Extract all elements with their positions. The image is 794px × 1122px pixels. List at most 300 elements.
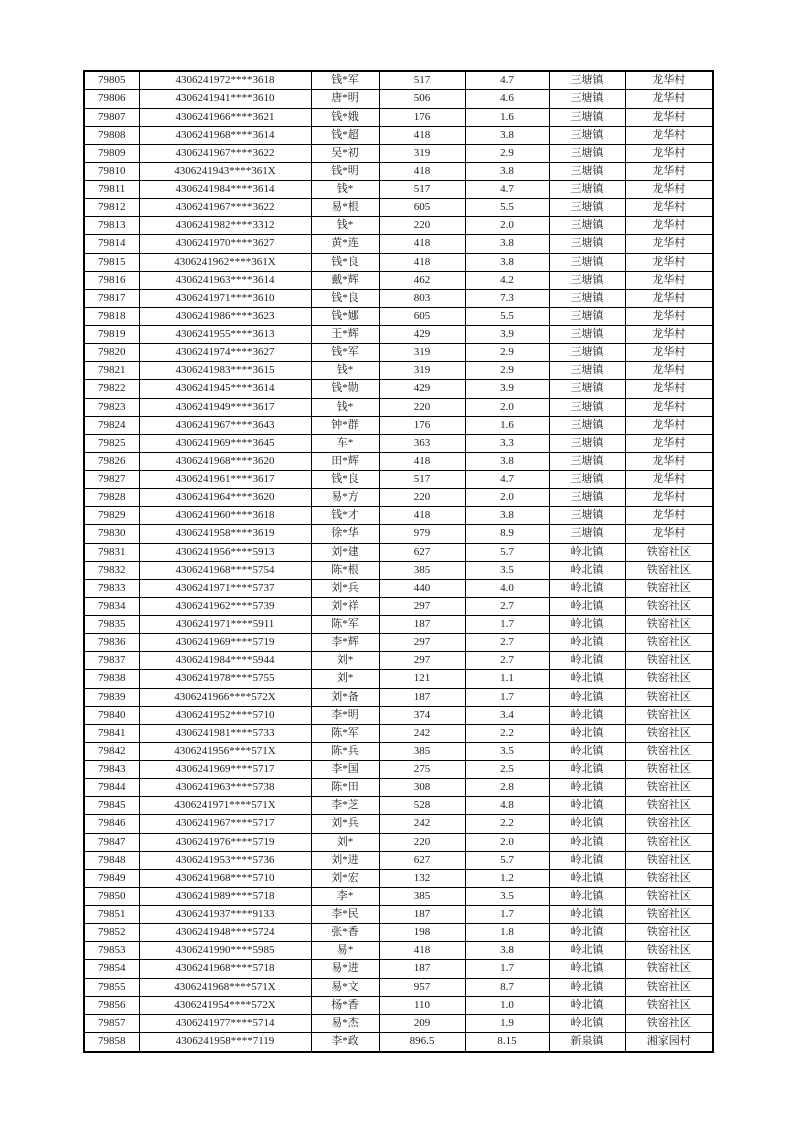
cell-village: 龙华村 <box>625 471 713 489</box>
cell-amount: 220 <box>379 833 465 851</box>
cell-amount: 605 <box>379 307 465 325</box>
cell-town: 三塘镇 <box>549 362 625 380</box>
cell-rate: 5.7 <box>465 851 549 869</box>
cell-village: 铁窑社区 <box>625 869 713 887</box>
cell-village: 龙华村 <box>625 199 713 217</box>
cell-amount: 187 <box>379 960 465 978</box>
cell-town: 三塘镇 <box>549 235 625 253</box>
cell-village: 龙华村 <box>625 307 713 325</box>
cell-id-number: 4306241945****3614 <box>139 380 311 398</box>
cell-amount: 187 <box>379 688 465 706</box>
cell-amount: 319 <box>379 362 465 380</box>
cell-rate: 3.8 <box>465 162 549 180</box>
cell-name: 钱*勋 <box>311 380 379 398</box>
table-row <box>84 761 713 779</box>
table-row <box>84 71 713 90</box>
cell-name: 钱* <box>311 398 379 416</box>
cell-village: 龙华村 <box>625 416 713 434</box>
cell-town: 岭北镇 <box>549 779 625 797</box>
cell-village: 龙华村 <box>625 380 713 398</box>
cell-amount: 308 <box>379 779 465 797</box>
cell-name: 戴*辉 <box>311 271 379 289</box>
cell-id-number: 4306241986****3623 <box>139 307 311 325</box>
cell-village: 铁窑社区 <box>625 742 713 760</box>
cell-seq: 79829 <box>84 507 139 525</box>
cell-rate: 4.7 <box>465 71 549 90</box>
cell-village: 铁窑社区 <box>625 851 713 869</box>
cell-village: 龙华村 <box>625 344 713 362</box>
cell-town: 岭北镇 <box>549 887 625 905</box>
cell-amount: 418 <box>379 452 465 470</box>
table-row <box>84 362 713 380</box>
cell-amount: 517 <box>379 471 465 489</box>
cell-name: 王*辉 <box>311 326 379 344</box>
table-row <box>84 597 713 615</box>
table-row <box>84 706 713 724</box>
cell-id-number: 4306241949****3617 <box>139 398 311 416</box>
cell-town: 三塘镇 <box>549 199 625 217</box>
cell-id-number: 4306241971****571X <box>139 797 311 815</box>
cell-name: 李*芝 <box>311 797 379 815</box>
cell-town: 岭北镇 <box>549 906 625 924</box>
cell-village: 铁窑社区 <box>625 761 713 779</box>
cell-seq: 79806 <box>84 90 139 108</box>
cell-village: 龙华村 <box>625 271 713 289</box>
cell-id-number: 4306241968****571X <box>139 978 311 996</box>
cell-name: 易*文 <box>311 978 379 996</box>
cell-village: 铁窑社区 <box>625 543 713 561</box>
cell-town: 三塘镇 <box>549 253 625 271</box>
cell-amount: 176 <box>379 108 465 126</box>
cell-seq: 79855 <box>84 978 139 996</box>
cell-town: 三塘镇 <box>549 126 625 144</box>
cell-village: 铁窑社区 <box>625 616 713 634</box>
cell-amount: 418 <box>379 162 465 180</box>
cell-amount: 220 <box>379 398 465 416</box>
cell-village: 龙华村 <box>625 326 713 344</box>
cell-town: 三塘镇 <box>549 108 625 126</box>
cell-name: 刘*进 <box>311 851 379 869</box>
cell-id-number: 4306241958****3619 <box>139 525 311 543</box>
cell-rate: 1.7 <box>465 960 549 978</box>
cell-village: 铁窑社区 <box>625 996 713 1014</box>
cell-amount: 517 <box>379 71 465 90</box>
cell-seq: 79815 <box>84 253 139 271</box>
cell-name: 钱*良 <box>311 289 379 307</box>
cell-name: 李* <box>311 887 379 905</box>
cell-rate: 4.6 <box>465 90 549 108</box>
cell-amount: 110 <box>379 996 465 1014</box>
cell-id-number: 4306241982****3312 <box>139 217 311 235</box>
cell-town: 岭北镇 <box>549 851 625 869</box>
table-row <box>84 543 713 561</box>
cell-amount: 896.5 <box>379 1032 465 1052</box>
cell-rate: 2.0 <box>465 398 549 416</box>
cell-town: 岭北镇 <box>549 797 625 815</box>
cell-village: 龙华村 <box>625 162 713 180</box>
cell-id-number: 4306241966****572X <box>139 688 311 706</box>
table-row <box>84 978 713 996</box>
cell-rate: 5.5 <box>465 199 549 217</box>
cell-name: 陈*军 <box>311 724 379 742</box>
table-row <box>84 634 713 652</box>
table-row <box>84 471 713 489</box>
cell-village: 龙华村 <box>625 217 713 235</box>
cell-rate: 3.3 <box>465 434 549 452</box>
cell-village: 龙华村 <box>625 144 713 162</box>
cell-amount: 363 <box>379 434 465 452</box>
cell-name: 刘* <box>311 833 379 851</box>
cell-seq: 79835 <box>84 616 139 634</box>
cell-name: 李*政 <box>311 1032 379 1052</box>
table-row <box>84 90 713 108</box>
cell-rate: 2.2 <box>465 724 549 742</box>
cell-amount: 440 <box>379 579 465 597</box>
cell-rate: 3.8 <box>465 235 549 253</box>
table-row <box>84 833 713 851</box>
cell-rate: 3.8 <box>465 253 549 271</box>
cell-rate: 2.7 <box>465 634 549 652</box>
cell-name: 刘*备 <box>311 688 379 706</box>
cell-town: 三塘镇 <box>549 181 625 199</box>
cell-name: 陈*军 <box>311 616 379 634</box>
cell-rate: 1.0 <box>465 996 549 1014</box>
cell-seq: 79821 <box>84 362 139 380</box>
cell-amount: 187 <box>379 906 465 924</box>
cell-name: 刘*建 <box>311 543 379 561</box>
cell-seq: 79840 <box>84 706 139 724</box>
table-row <box>84 217 713 235</box>
cell-id-number: 4306241971****3610 <box>139 289 311 307</box>
cell-id-number: 4306241954****572X <box>139 996 311 1014</box>
cell-seq: 79838 <box>84 670 139 688</box>
cell-amount: 220 <box>379 217 465 235</box>
cell-id-number: 4306241983****3615 <box>139 362 311 380</box>
cell-village: 龙华村 <box>625 434 713 452</box>
cell-village: 龙华村 <box>625 71 713 90</box>
table-row <box>84 579 713 597</box>
cell-amount: 242 <box>379 724 465 742</box>
cell-rate: 7.3 <box>465 289 549 307</box>
cell-seq: 79824 <box>84 416 139 434</box>
cell-town: 岭北镇 <box>549 561 625 579</box>
cell-seq: 79849 <box>84 869 139 887</box>
cell-name: 钱*良 <box>311 253 379 271</box>
cell-id-number: 4306241962****361X <box>139 253 311 271</box>
table-row <box>84 344 713 362</box>
cell-name: 钱*良 <box>311 471 379 489</box>
cell-seq: 79818 <box>84 307 139 325</box>
cell-seq: 79816 <box>84 271 139 289</box>
cell-rate: 4.0 <box>465 579 549 597</box>
cell-amount: 198 <box>379 924 465 942</box>
cell-rate: 2.2 <box>465 815 549 833</box>
cell-seq: 79827 <box>84 471 139 489</box>
cell-seq: 79831 <box>84 543 139 561</box>
cell-seq: 79826 <box>84 452 139 470</box>
cell-village: 铁窑社区 <box>625 833 713 851</box>
cell-town: 岭北镇 <box>549 761 625 779</box>
cell-id-number: 4306241961****3617 <box>139 471 311 489</box>
cell-amount: 176 <box>379 416 465 434</box>
table-row <box>84 779 713 797</box>
cell-town: 三塘镇 <box>549 217 625 235</box>
cell-amount: 803 <box>379 289 465 307</box>
cell-name: 刘* <box>311 652 379 670</box>
cell-seq: 79822 <box>84 380 139 398</box>
cell-seq: 79843 <box>84 761 139 779</box>
table-row <box>84 724 713 742</box>
cell-name: 钱* <box>311 362 379 380</box>
cell-amount: 297 <box>379 597 465 615</box>
cell-town: 三塘镇 <box>549 271 625 289</box>
cell-village: 龙华村 <box>625 507 713 525</box>
table-row <box>84 561 713 579</box>
cell-id-number: 4306241971****5911 <box>139 616 311 634</box>
cell-id-number: 4306241968****3620 <box>139 452 311 470</box>
cell-village: 铁窑社区 <box>625 906 713 924</box>
cell-seq: 79842 <box>84 742 139 760</box>
cell-name: 钱*才 <box>311 507 379 525</box>
cell-id-number: 4306241966****3621 <box>139 108 311 126</box>
table-row <box>84 380 713 398</box>
cell-rate: 1.1 <box>465 670 549 688</box>
table-row <box>84 887 713 905</box>
cell-amount: 957 <box>379 978 465 996</box>
cell-amount: 462 <box>379 271 465 289</box>
cell-id-number: 4306241968****3614 <box>139 126 311 144</box>
cell-rate: 1.8 <box>465 924 549 942</box>
cell-seq: 79814 <box>84 235 139 253</box>
cell-town: 三塘镇 <box>549 380 625 398</box>
cell-town: 岭北镇 <box>549 996 625 1014</box>
cell-rate: 4.8 <box>465 797 549 815</box>
cell-id-number: 4306241970****3627 <box>139 235 311 253</box>
cell-rate: 3.8 <box>465 507 549 525</box>
table-row <box>84 670 713 688</box>
cell-amount: 506 <box>379 90 465 108</box>
cell-id-number: 4306241969****5717 <box>139 761 311 779</box>
cell-id-number: 4306241972****3618 <box>139 71 311 90</box>
table-row <box>84 815 713 833</box>
cell-town: 三塘镇 <box>549 489 625 507</box>
table-row <box>84 253 713 271</box>
cell-village: 龙华村 <box>625 126 713 144</box>
cell-seq: 79809 <box>84 144 139 162</box>
cell-town: 三塘镇 <box>549 452 625 470</box>
cell-seq: 79847 <box>84 833 139 851</box>
cell-village: 湘家园村 <box>625 1032 713 1052</box>
cell-amount: 385 <box>379 742 465 760</box>
cell-rate: 2.7 <box>465 652 549 670</box>
cell-id-number: 4306241990****5985 <box>139 942 311 960</box>
cell-name: 陈*田 <box>311 779 379 797</box>
cell-town: 三塘镇 <box>549 162 625 180</box>
table-row <box>84 181 713 199</box>
cell-name: 田*辉 <box>311 452 379 470</box>
cell-name: 钱*超 <box>311 126 379 144</box>
cell-name: 黄*连 <box>311 235 379 253</box>
cell-rate: 3.5 <box>465 742 549 760</box>
table-row <box>84 416 713 434</box>
cell-amount: 275 <box>379 761 465 779</box>
cell-amount: 385 <box>379 561 465 579</box>
cell-rate: 8.15 <box>465 1032 549 1052</box>
cell-id-number: 4306241960****3618 <box>139 507 311 525</box>
cell-village: 龙华村 <box>625 235 713 253</box>
cell-id-number: 4306241955****3613 <box>139 326 311 344</box>
cell-name: 李*民 <box>311 906 379 924</box>
table-row <box>84 688 713 706</box>
cell-town: 三塘镇 <box>549 90 625 108</box>
cell-seq: 79813 <box>84 217 139 235</box>
cell-town: 岭北镇 <box>549 706 625 724</box>
cell-town: 三塘镇 <box>549 525 625 543</box>
cell-name: 徐*华 <box>311 525 379 543</box>
cell-rate: 4.2 <box>465 271 549 289</box>
cell-seq: 79833 <box>84 579 139 597</box>
cell-seq: 79857 <box>84 1014 139 1032</box>
table-row <box>84 851 713 869</box>
cell-id-number: 4306241967****3622 <box>139 144 311 162</box>
cell-village: 龙华村 <box>625 181 713 199</box>
table-row <box>84 199 713 217</box>
cell-town: 岭北镇 <box>549 670 625 688</box>
cell-amount: 297 <box>379 634 465 652</box>
cell-id-number: 4306241968****5710 <box>139 869 311 887</box>
cell-town: 岭北镇 <box>549 543 625 561</box>
cell-village: 铁窑社区 <box>625 724 713 742</box>
cell-rate: 3.8 <box>465 452 549 470</box>
cell-seq: 79841 <box>84 724 139 742</box>
cell-seq: 79807 <box>84 108 139 126</box>
cell-rate: 8.7 <box>465 978 549 996</box>
cell-id-number: 4306241969****5719 <box>139 634 311 652</box>
cell-rate: 3.9 <box>465 326 549 344</box>
cell-village: 龙华村 <box>625 90 713 108</box>
cell-id-number: 4306241964****3620 <box>139 489 311 507</box>
cell-id-number: 4306241984****3614 <box>139 181 311 199</box>
roster-table-body <box>84 71 713 1052</box>
cell-name: 易*进 <box>311 960 379 978</box>
cell-seq: 79852 <box>84 924 139 942</box>
table-row <box>84 652 713 670</box>
cell-amount: 374 <box>379 706 465 724</box>
table-row <box>84 271 713 289</box>
cell-village: 铁窑社区 <box>625 887 713 905</box>
table-row <box>84 996 713 1014</box>
cell-amount: 418 <box>379 942 465 960</box>
cell-amount: 187 <box>379 616 465 634</box>
cell-rate: 4.7 <box>465 471 549 489</box>
cell-town: 岭北镇 <box>549 634 625 652</box>
table-row <box>84 307 713 325</box>
cell-name: 易*方 <box>311 489 379 507</box>
cell-village: 龙华村 <box>625 108 713 126</box>
cell-id-number: 4306241984****5944 <box>139 652 311 670</box>
cell-amount: 220 <box>379 489 465 507</box>
cell-rate: 2.8 <box>465 779 549 797</box>
cell-amount: 605 <box>379 199 465 217</box>
cell-name: 刘*宏 <box>311 869 379 887</box>
cell-name: 钱* <box>311 217 379 235</box>
cell-town: 岭北镇 <box>549 616 625 634</box>
cell-name: 张*香 <box>311 924 379 942</box>
cell-id-number: 4306241952****5710 <box>139 706 311 724</box>
table-row <box>84 108 713 126</box>
cell-seq: 79810 <box>84 162 139 180</box>
table-row <box>84 616 713 634</box>
cell-rate: 3.5 <box>465 887 549 905</box>
table-row <box>84 942 713 960</box>
cell-town: 岭北镇 <box>549 579 625 597</box>
cell-rate: 1.7 <box>465 688 549 706</box>
cell-town: 三塘镇 <box>549 507 625 525</box>
cell-amount: 418 <box>379 126 465 144</box>
cell-seq: 79836 <box>84 634 139 652</box>
cell-rate: 1.6 <box>465 416 549 434</box>
cell-id-number: 4306241937****9133 <box>139 906 311 924</box>
cell-rate: 1.7 <box>465 616 549 634</box>
cell-amount: 297 <box>379 652 465 670</box>
cell-amount: 132 <box>379 869 465 887</box>
cell-id-number: 4306241974****3627 <box>139 344 311 362</box>
table-row <box>84 489 713 507</box>
cell-amount: 209 <box>379 1014 465 1032</box>
cell-seq: 79834 <box>84 597 139 615</box>
cell-town: 岭北镇 <box>549 597 625 615</box>
table-row <box>84 906 713 924</box>
cell-rate: 2.0 <box>465 489 549 507</box>
cell-amount: 627 <box>379 543 465 561</box>
table-row <box>84 144 713 162</box>
cell-name: 杨*香 <box>311 996 379 1014</box>
cell-name: 钱*明 <box>311 162 379 180</box>
cell-rate: 3.9 <box>465 380 549 398</box>
cell-village: 龙华村 <box>625 253 713 271</box>
cell-town: 岭北镇 <box>549 869 625 887</box>
table-row <box>84 924 713 942</box>
cell-town: 岭北镇 <box>549 942 625 960</box>
cell-id-number: 4306241941****3610 <box>139 90 311 108</box>
cell-id-number: 4306241948****5724 <box>139 924 311 942</box>
table-row <box>84 162 713 180</box>
cell-village: 铁窑社区 <box>625 779 713 797</box>
cell-rate: 1.7 <box>465 906 549 924</box>
cell-amount: 528 <box>379 797 465 815</box>
cell-rate: 4.7 <box>465 181 549 199</box>
cell-seq: 79844 <box>84 779 139 797</box>
cell-village: 铁窑社区 <box>625 597 713 615</box>
cell-town: 三塘镇 <box>549 398 625 416</box>
cell-seq: 79851 <box>84 906 139 924</box>
cell-name: 唐*明 <box>311 90 379 108</box>
cell-id-number: 4306241989****5718 <box>139 887 311 905</box>
cell-village: 铁窑社区 <box>625 1014 713 1032</box>
cell-village: 铁窑社区 <box>625 579 713 597</box>
cell-seq: 79854 <box>84 960 139 978</box>
cell-town: 三塘镇 <box>549 344 625 362</box>
cell-id-number: 4306241956****571X <box>139 742 311 760</box>
cell-rate: 2.9 <box>465 144 549 162</box>
cell-seq: 79845 <box>84 797 139 815</box>
cell-name: 陈*根 <box>311 561 379 579</box>
cell-seq: 79805 <box>84 71 139 90</box>
cell-village: 铁窑社区 <box>625 634 713 652</box>
cell-village: 龙华村 <box>625 525 713 543</box>
cell-amount: 385 <box>379 887 465 905</box>
cell-name: 李*辉 <box>311 634 379 652</box>
